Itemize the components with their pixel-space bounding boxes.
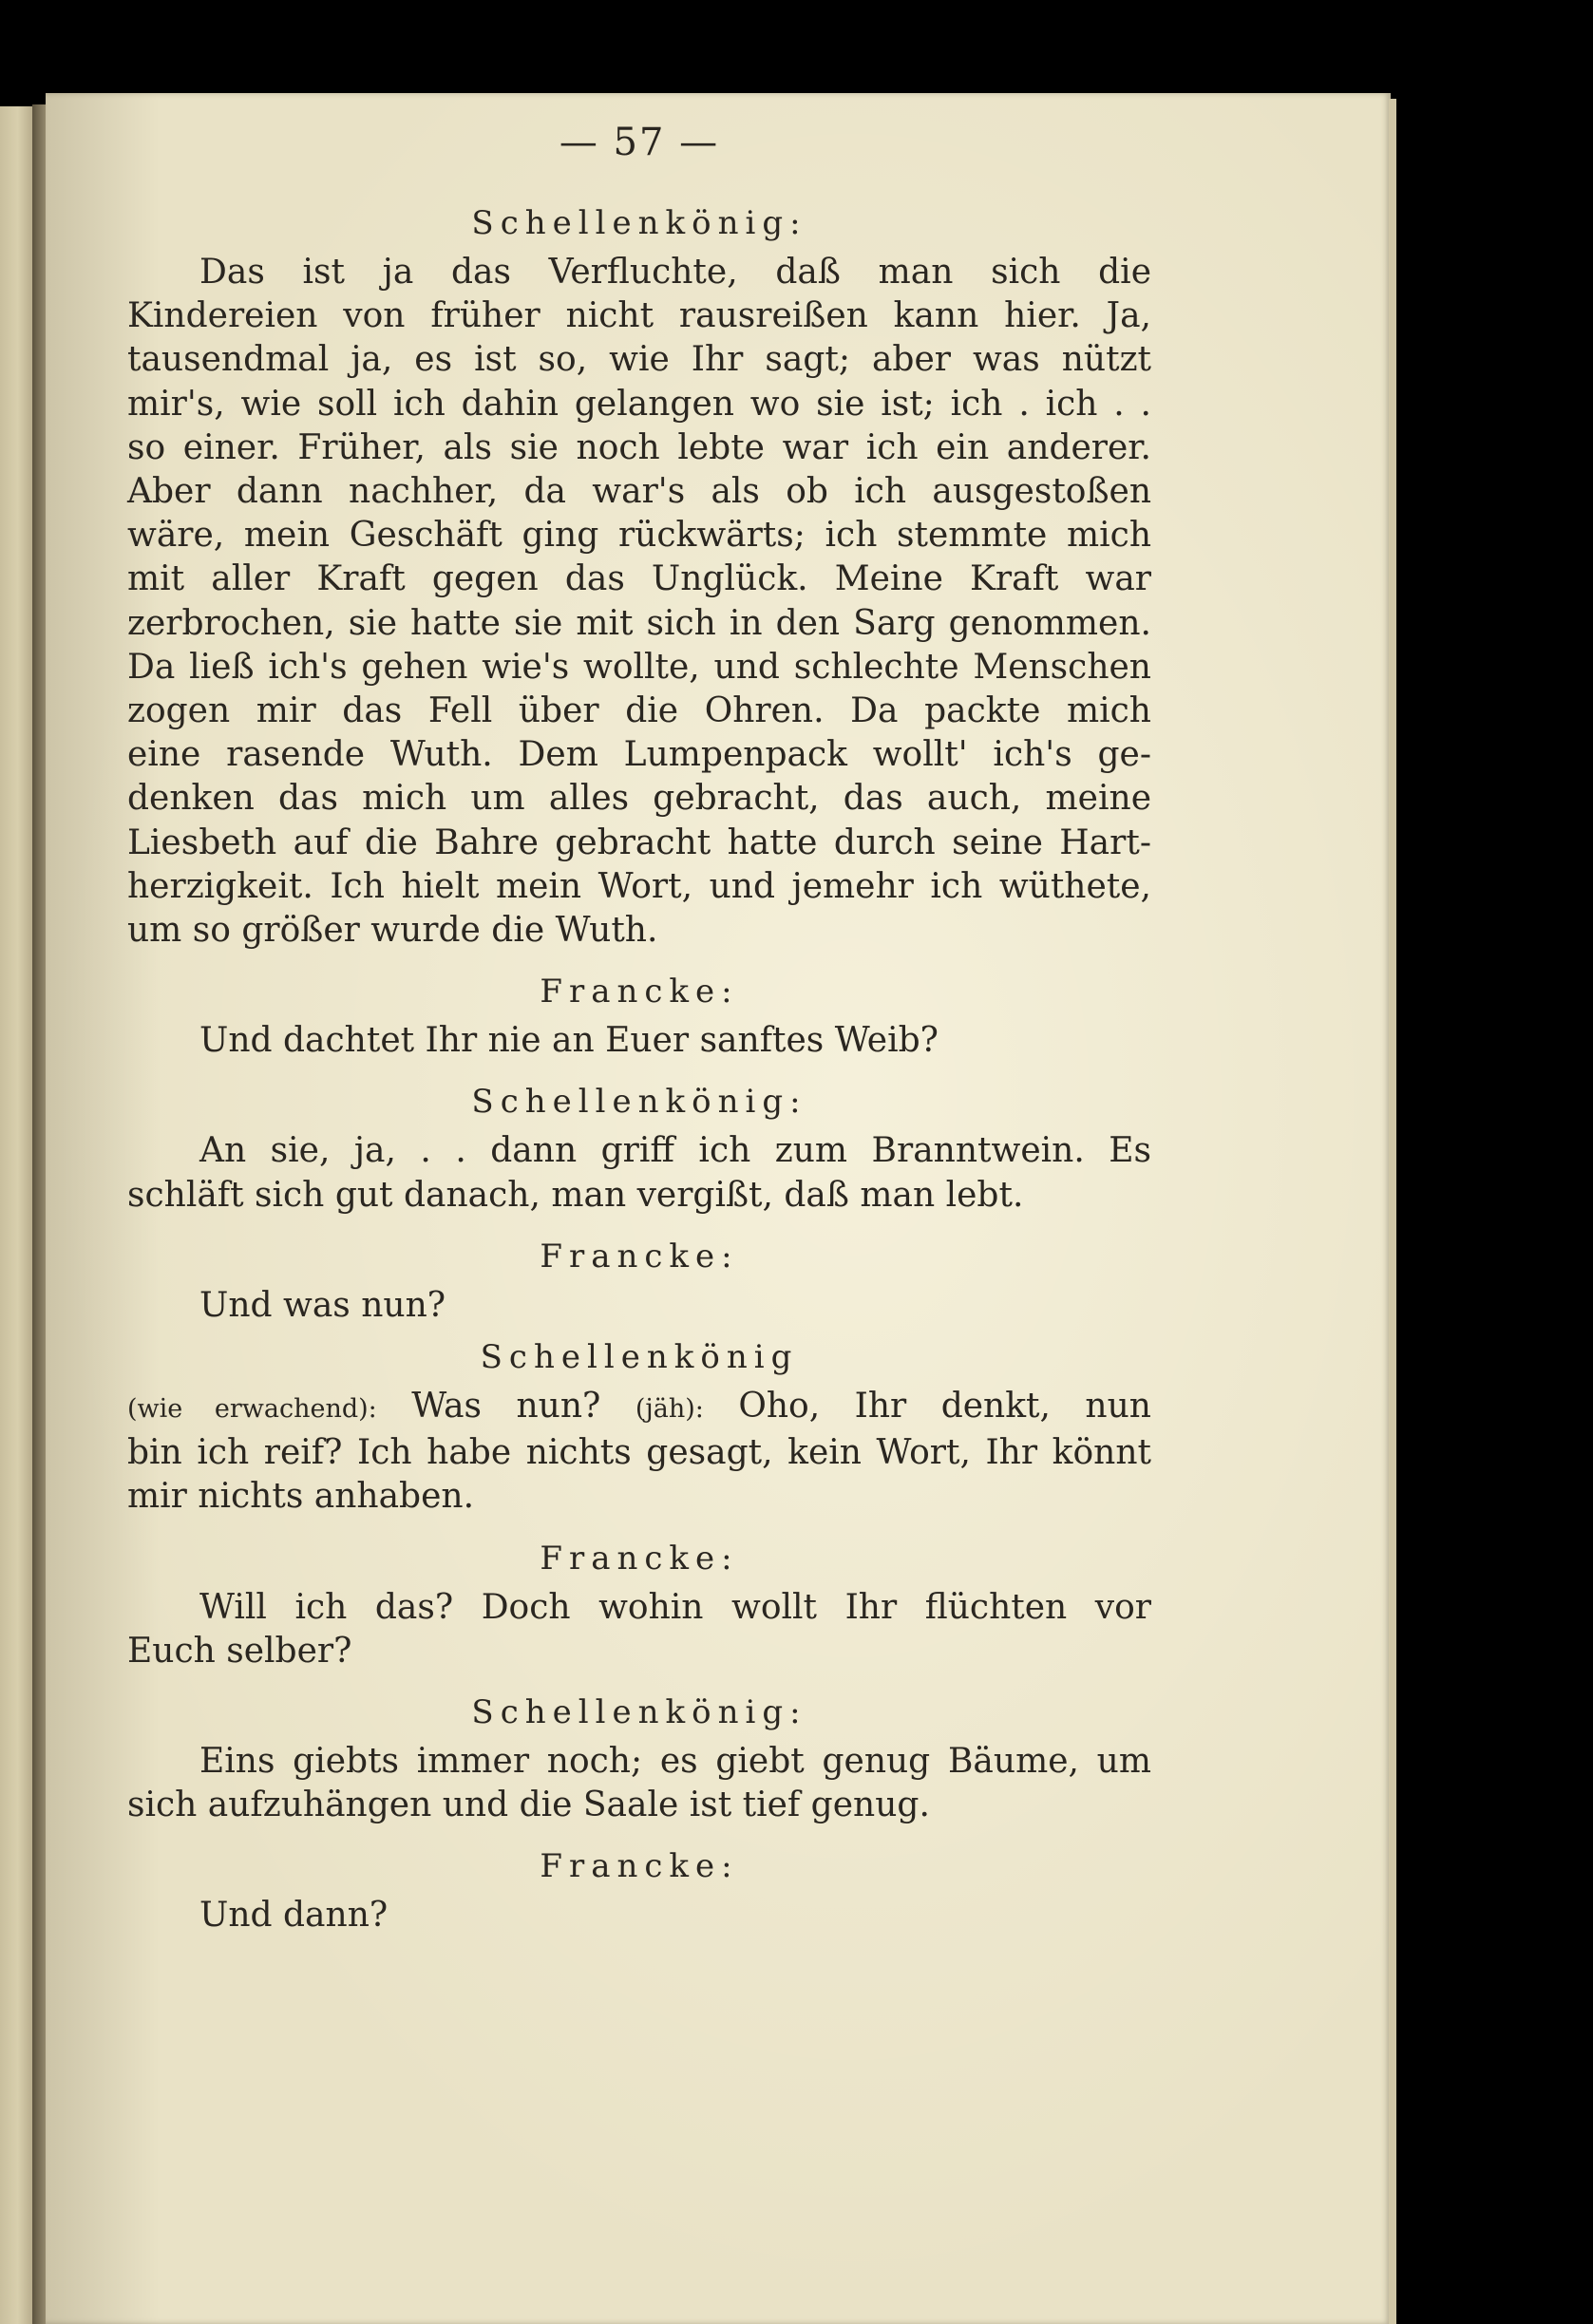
text-line: Da ließ ich's gehen wie's wollte, und schlechte Menschen — [127, 647, 1151, 687]
text-line: Euch selber? — [127, 1631, 352, 1671]
speaker-name: Francke: — [540, 1539, 739, 1578]
text-line: Und dann? — [199, 1896, 389, 1936]
text-line: um so größer wurde die Wuth. — [127, 911, 658, 951]
text-line: Liesbeth auf die Bahre gebracht hatte durch seine Hart- — [127, 822, 1151, 862]
dialogue-paragraph — [127, 1894, 1151, 1937]
text-line: zerbrochen, sie hatte sie mit sich in den Sarg genommen. — [127, 603, 1151, 643]
text-line: schläft sich gut danach, man vergißt, daß man lebt. — [127, 1175, 1024, 1215]
stage-direction: (wie erwachend): — [127, 1394, 377, 1425]
text-line: eine rasende Wuth. Dem Lumpenpack wollt' ich's ge- — [127, 735, 1151, 775]
text-line: bin ich reif? Ich habe nichts gesagt, kein Wort, Ihr könnt — [127, 1433, 1151, 1473]
dialogue-paragraph — [127, 1740, 1151, 1827]
text-line: Kindereien von früher nicht rausreißen kann hier. Ja, — [127, 296, 1151, 336]
dialogue-paragraph — [127, 1586, 1151, 1673]
text-line: denken das mich um alles gebracht, das auch, meine — [127, 779, 1151, 819]
text-line: Das ist ja das Verfluchte, daß man sich die — [199, 253, 1151, 292]
speaker-name: Francke: — [540, 973, 739, 1011]
dialogue-paragraph — [127, 1019, 1151, 1063]
text-line: mir nichts anhaben. — [127, 1477, 475, 1517]
page-fore-edge — [1389, 99, 1396, 2324]
dialogue-text: Oho, Ihr denkt, nun — [738, 1387, 1151, 1427]
text-line: mit aller Kraft gegen das Unglück. Meine Kraft war — [127, 559, 1151, 599]
previous-page-edge — [0, 106, 32, 2324]
text-line: Will ich das? Doch wohin wollt Ihr flüchten vor — [199, 1587, 1151, 1627]
dialogue-paragraph — [127, 1129, 1151, 1217]
page-text — [127, 114, 1151, 1938]
text-line: herzigkeit. Ich hielt mein Wort, und jemehr ich wüthete, — [127, 866, 1151, 906]
stage-direction: (jäh): — [635, 1394, 704, 1425]
text-line: sich aufzuhängen und die Saale ist tief genug. — [127, 1786, 930, 1825]
text-line: tausendmal ja, es ist so, wie Ihr sagt; aber was nützt — [127, 340, 1151, 380]
text-line: wäre, mein Geschäft ging rückwärts; ich stemmte mich — [127, 516, 1151, 556]
page-number: — 57 — — [559, 121, 720, 164]
text-line: Aber dann nachher, da war's als ob ich ausgestoßen — [127, 472, 1151, 512]
speaker-name: Schellenkönig — [480, 1338, 799, 1377]
dialogue-paragraph — [127, 1385, 1151, 1520]
text-line — [127, 1385, 1151, 1431]
text-line: Und dachtet Ihr nie an Euer sanftes Weib? — [199, 1021, 939, 1061]
dialogue-paragraph — [127, 1284, 1151, 1328]
text-line: mir's, wie soll ich dahin gelangen wo sie ist; ich . ich . . — [127, 384, 1151, 424]
text-line: so einer. Früher, als sie noch lebte war ich ein anderer. — [127, 427, 1151, 467]
speaker-name: Schellenkönig: — [471, 1693, 807, 1732]
text-line: Und was nun? — [199, 1285, 446, 1325]
speaker-name: Francke: — [540, 1237, 739, 1275]
speaker-name: Schellenkönig: — [471, 1083, 807, 1122]
speaker-name: Schellenkönig: — [471, 204, 807, 242]
dialogue-paragraph — [127, 251, 1151, 953]
text-line: zogen mir das Fell über die Ohren. Da packte mich — [127, 691, 1151, 731]
dialogue-text: Was nun? — [411, 1387, 601, 1427]
text-line: An sie, ja, . . dann griff ich zum Branntwein. Es — [199, 1131, 1151, 1171]
text-line: Eins giebts immer noch; es giebt genug Bäume, um — [199, 1742, 1151, 1782]
speaker-name: Francke: — [540, 1847, 739, 1886]
